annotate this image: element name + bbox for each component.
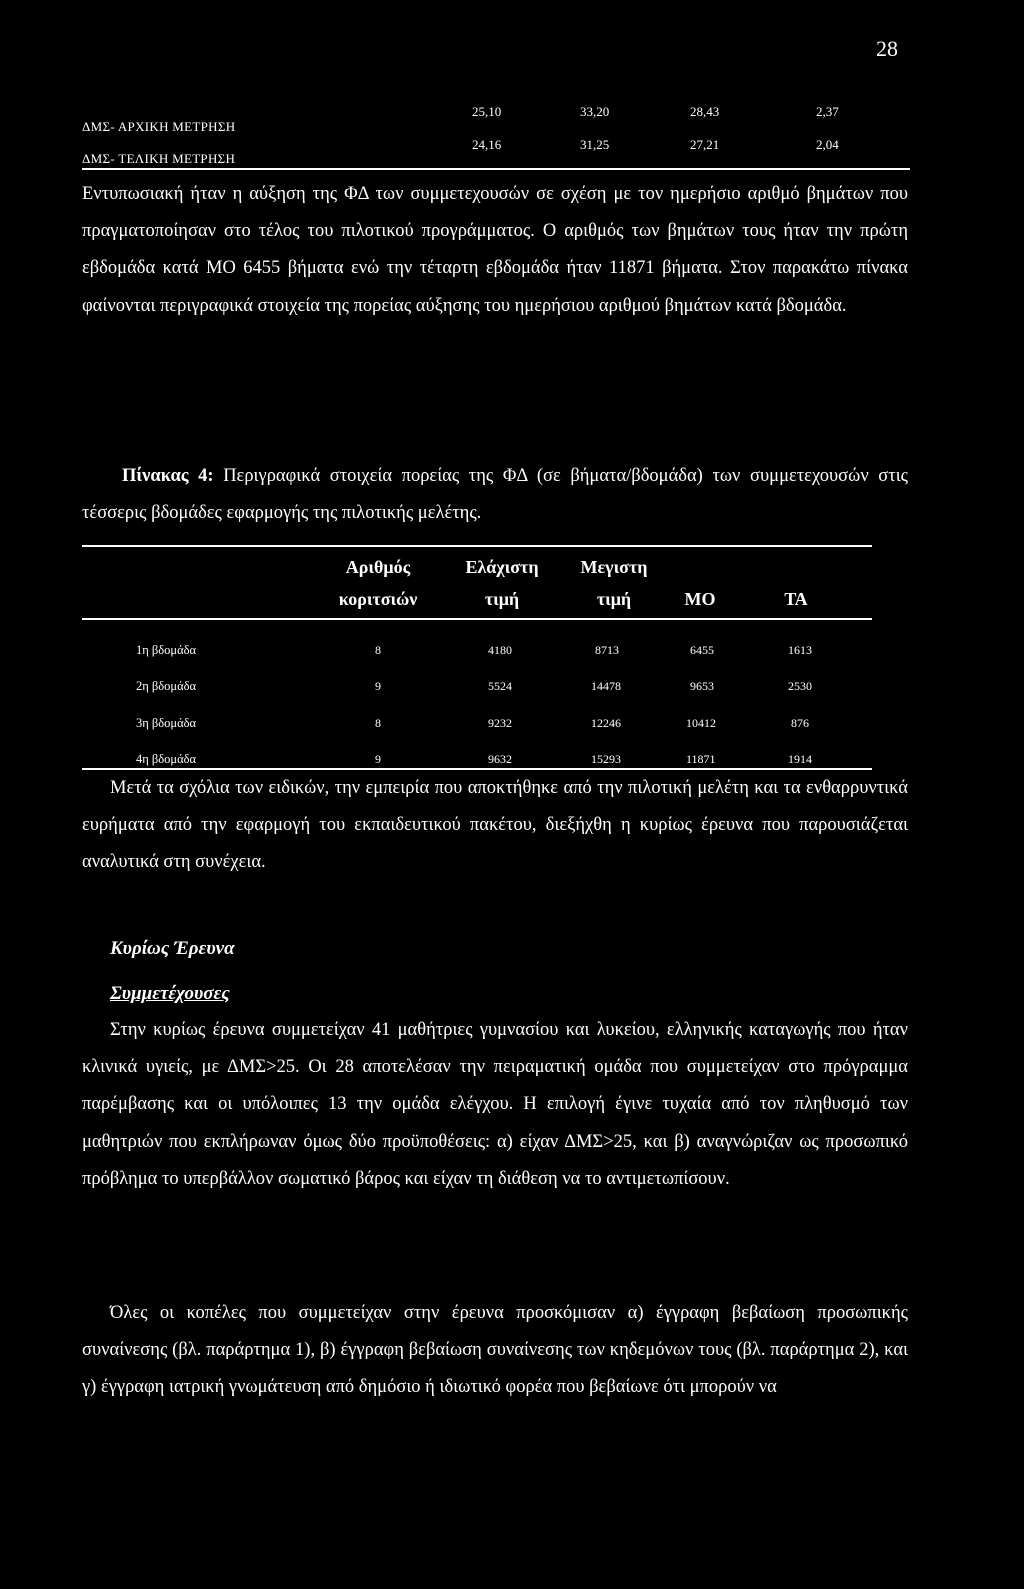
- table4-row2-sd: 2530: [788, 679, 812, 693]
- table4-row1-label: 1η βδομάδα: [136, 643, 197, 657]
- top-row-label-2: ΔΜΣ- ΤΕΛΙΚΗ ΜΕΤΡΗΣΗ: [82, 151, 236, 166]
- table4-caption-label: Πίνακας 4:: [122, 466, 214, 486]
- table4-row4-max: 15293: [591, 752, 621, 766]
- top-row1-val-1: 25,10: [472, 104, 502, 119]
- top-row2-val-2: 31,25: [580, 137, 610, 152]
- top-row2-val-4: 2,04: [816, 137, 839, 152]
- section-heading-main-study: Κυρίως Έρευνα: [110, 938, 235, 959]
- table4-header-count-l1: Αριθμός: [345, 557, 411, 577]
- table4-row2-label: 2η βδομάδα: [136, 679, 197, 693]
- paragraph-intro: Εντυπωσιακή ήταν η αύξηση της ΦΔ των συμμετεχουσών σε σχέση με τον ημερήσιο αριθμό βημάτων που πραγματοποίησαν στο τέλος του πιλοτικού προγράμματος. Ο αριθμός των βημάτων τους ήταν την πρώτη εβδομάδα κατά ΜΟ 6455 βήματα ενώ την τέταρτη εβδομάδα ήταν 11871 βήματα. Στον παρακάτω πίνακα φαίνονται περιγραφικά στοιχεία της πορείας αύξησης του ημερήσιου αριθμού βημάτων κατά βδομάδα.: [82, 184, 908, 316]
- table4-header-min-l2: τιμή: [484, 589, 520, 609]
- paragraph-participants: Στην κυρίως έρευνα συμμετείχαν 41 μαθήτριες γυμνασίου και λυκείου, ελληνικής καταγωγής που ήταν κλινικά υγιείς, με ΔΜΣ>25. Οι 28 αποτελέσαν την πειραματική ομάδα που συμμετείχαν στο πρόγραμμα παρέμβασης και οι υπόλοιπες 13 την ομάδα ελέγχου. Η επιλογή έγινε τυχαία από τον πληθυσμό των μαθητριών που εκπλήρωναν όμως δύο προϋποθέσεις: α) είχαν ΔΜΣ>25, και β) αναγνώριζαν ως προσωπικό πρόβλημα το υπερβάλλον σωματικό βάρος και είχαν τη διάθεση να το αντιμετωπίσουν.: [82, 1020, 908, 1189]
- table4-row2-mean: 9653: [690, 679, 714, 693]
- table4-row4-min: 9632: [488, 752, 512, 766]
- table4-row2-min: 5524: [488, 679, 512, 693]
- table4-header-count-l2: κοριτσιών: [338, 589, 418, 609]
- table4-row2-max: 14478: [591, 679, 621, 693]
- table4-caption: [82, 458, 908, 532]
- table4-row1-sd: 1613: [788, 643, 812, 657]
- table4-row4-mean: 11871: [686, 752, 716, 766]
- table4-row2-count: 9: [375, 679, 381, 693]
- table4-row1-max: 8713: [595, 643, 619, 657]
- table4-row3-min: 9232: [488, 716, 512, 730]
- table4-row1-min: 4180: [488, 643, 512, 657]
- table4-row3-sd: 876: [791, 716, 809, 730]
- table4-header-max-l1: Μεγιστη: [580, 557, 648, 577]
- table4-row3-max: 12246: [591, 716, 621, 730]
- table4-caption-text: Περιγραφικά στοιχεία πορείας της ΦΔ (σε βήματα/βδομάδα) των συμμετεχουσών στις τέσσερις βδομάδες εφαρμογής της πιλοτικής μελέτης.: [82, 466, 908, 523]
- table4-row1-mean: 6455: [690, 643, 714, 657]
- top-row1-val-2: 33,20: [580, 104, 610, 119]
- table4-row4-label: 4η βδομάδα: [136, 752, 197, 766]
- table4-header-max-l2: τιμή: [596, 589, 632, 609]
- top-row1-val-4: 2,37: [816, 104, 839, 119]
- table4-row4-sd: 1914: [788, 752, 812, 766]
- page-number: 28: [876, 36, 898, 61]
- table4-header-min-l1: Ελάχιστη: [465, 557, 539, 577]
- top-table-bottom-rule: [82, 168, 910, 170]
- subsection-heading-participants: Συμμετέχουσες: [110, 983, 230, 1004]
- table4-header-rule: [82, 618, 872, 620]
- table4-top-rule: [82, 545, 872, 547]
- top-row2-val-1: 24,16: [472, 137, 502, 152]
- table4-row3-mean: 10412: [686, 716, 716, 730]
- top-row1-val-3: 28,43: [690, 104, 720, 119]
- table4-row3-label: 3η βδομάδα: [136, 716, 197, 730]
- paragraph-consent: Όλες οι κοπέλες που συμμετείχαν στην έρευνα προσκόμισαν α) έγγραφη βεβαίωση προσωπικής συναίνεσης (βλ. παράρτημα 1), β) έγγραφη βεβαίωση συναίνεσης των κηδεμόνων τους (βλ. παράρτημα 2), και γ) έγγραφη ιατρική γνωμάτευση από δημόσιο ή ιδιωτικό φορέα που βεβαίωνε ότι μπορούν να: [82, 1303, 908, 1398]
- table4-row4-count: 9: [375, 752, 381, 766]
- top-row-label-1: ΔΜΣ- ΑΡΧΙΚΗ ΜΕΤΡΗΣΗ: [82, 119, 236, 134]
- top-row2-val-3: 27,21: [690, 137, 720, 152]
- paragraph-transition: Μετά τα σχόλια των ειδικών, την εμπειρία που αποκτήθηκε από την πιλοτική μελέτη και τα ενθαρρυντικά ευρήματα από την εφαρμογή του εκπαιδευτικού πακέτου, διεξήχθη η κυρίως έρευνα που παρουσιάζεται αναλυτικά στη συνέχεια.: [82, 778, 908, 873]
- table4-header-mean: ΜΟ: [684, 589, 716, 609]
- table4-row1-count: 8: [375, 643, 381, 657]
- table4-row3-count: 8: [375, 716, 381, 730]
- table4-header-sd: ΤΑ: [784, 589, 808, 609]
